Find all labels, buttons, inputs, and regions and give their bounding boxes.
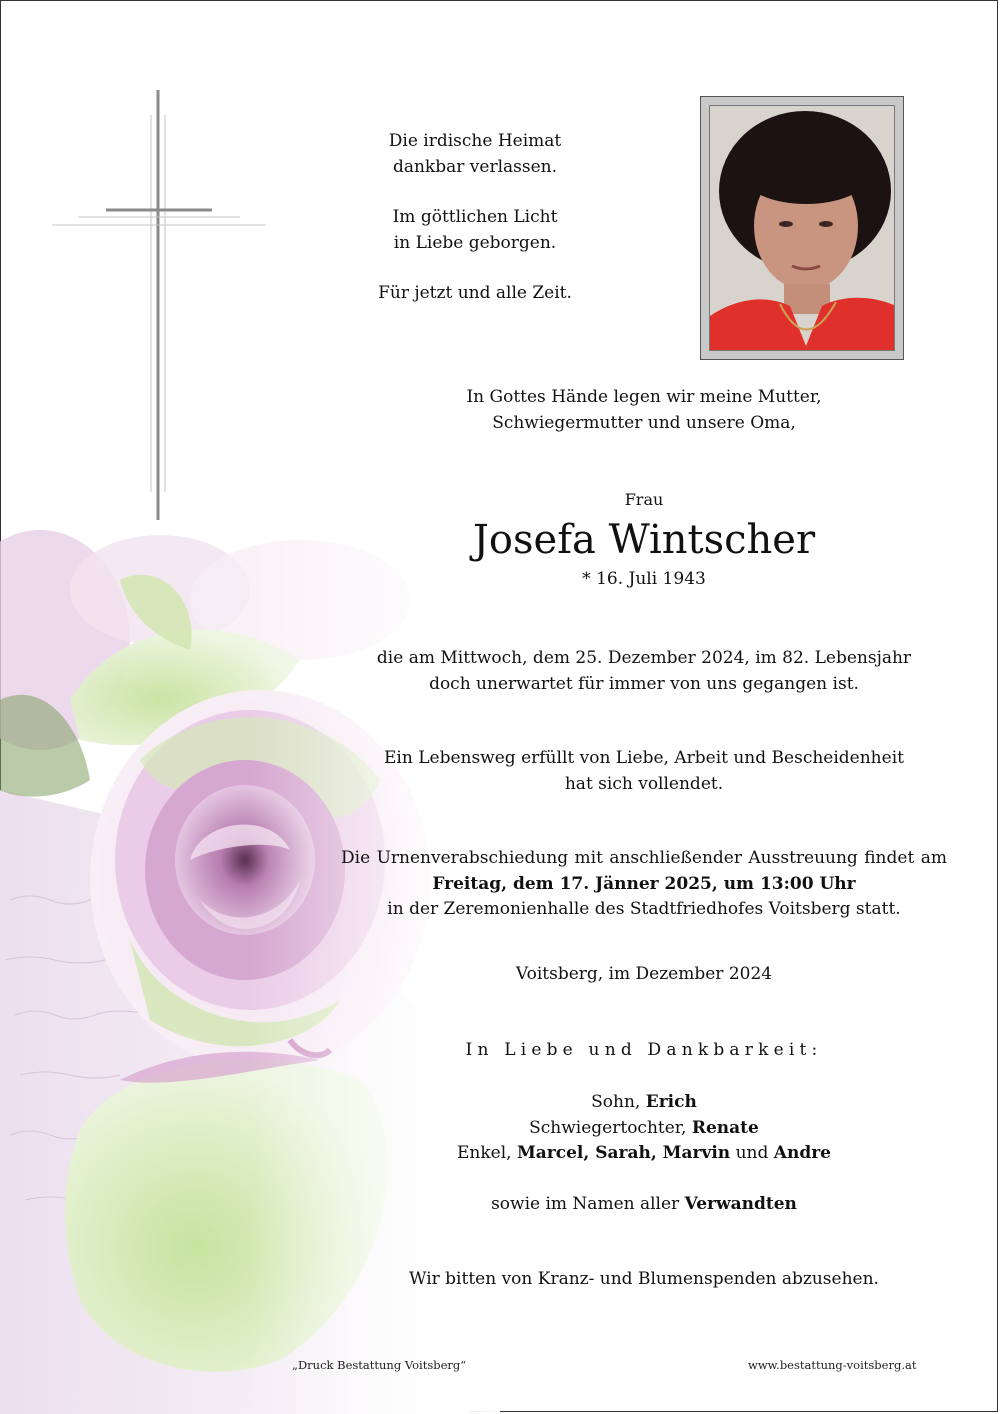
funeral-date: Freitag, dem 17. Jänner 2025, um 13:00 Uhr [432,873,856,894]
mourner-name: Erich [645,1092,697,1112]
death-line: doch unerwartet für immer von uns gegangen ist. [429,673,859,694]
website-link[interactable]: www.bestattung-voitsberg.at [748,1358,917,1372]
life-quote [340,746,948,797]
portrait-photo [709,105,895,351]
poem-line: Die irdische Heimat [388,131,562,151]
mourner-relation: Schwiegertochter, [529,1117,687,1138]
salutation: Frau [624,490,664,509]
poem-line: Im göttlichen Licht [392,207,558,227]
mourner-conjunction: und [735,1143,769,1163]
flowers-request: Wir bitten von Kranz- und Blumenspenden abzusehen. [409,1269,879,1289]
poem-line: Für jetzt und alle Zeit. [378,283,572,303]
mourner-name: Renate [691,1117,759,1138]
place-date: Voitsberg, im Dezember 2024 [515,964,773,984]
intro-text [400,385,888,436]
funeral-info [300,846,988,923]
mourner-row [400,1116,888,1142]
poem-line: in Liebe geborgen. [393,232,557,253]
mourner-row [400,1141,888,1167]
mourner-name: Andre [773,1143,831,1163]
relatives-bold: Verwandten [684,1194,797,1214]
intro-line: Schwiegermutter und unsere Oma, [492,412,796,433]
death-notice [340,646,948,697]
funeral-line: Die Urnenverabschiedung mit anschließender Ausstreuung findet am [341,848,947,868]
mourner-relation: Enkel, [457,1143,512,1163]
poem-line: dankbar verlassen. [392,156,558,177]
poem [330,129,620,307]
relatives-line [400,1192,888,1218]
portrait-frame [700,96,904,360]
mourner-row [400,1090,888,1116]
relatives-prefix: sowie im Namen aller [491,1194,680,1214]
printer-credit: „Druck Bestattung Voitsberg“ [292,1358,467,1372]
funeral-location: in der Zeremonienhalle des Stadtfriedhofes Voitsberg statt. [387,899,901,919]
deceased-name: Josefa Wintscher [472,517,816,563]
life-line: Ein Lebensweg erfüllt von Liebe, Arbeit und Bescheidenheit [384,748,904,768]
mourner-relation: Sohn, [591,1092,641,1112]
mourner-name: Marcel, Sarah, Marvin [516,1143,731,1163]
thanks-heading: In Liebe und Dankbarkeit: [465,1040,823,1060]
birth-date: * 16. Juli 1943 [582,569,706,589]
death-line: die am Mittwoch, dem 25. Dezember 2024, im 82. Lebensjahr [376,648,912,668]
intro-line: In Gottes Hände legen wir meine Mutter, [466,387,822,407]
mourners-list [400,1090,888,1167]
life-line: hat sich vollendet. [564,773,724,794]
